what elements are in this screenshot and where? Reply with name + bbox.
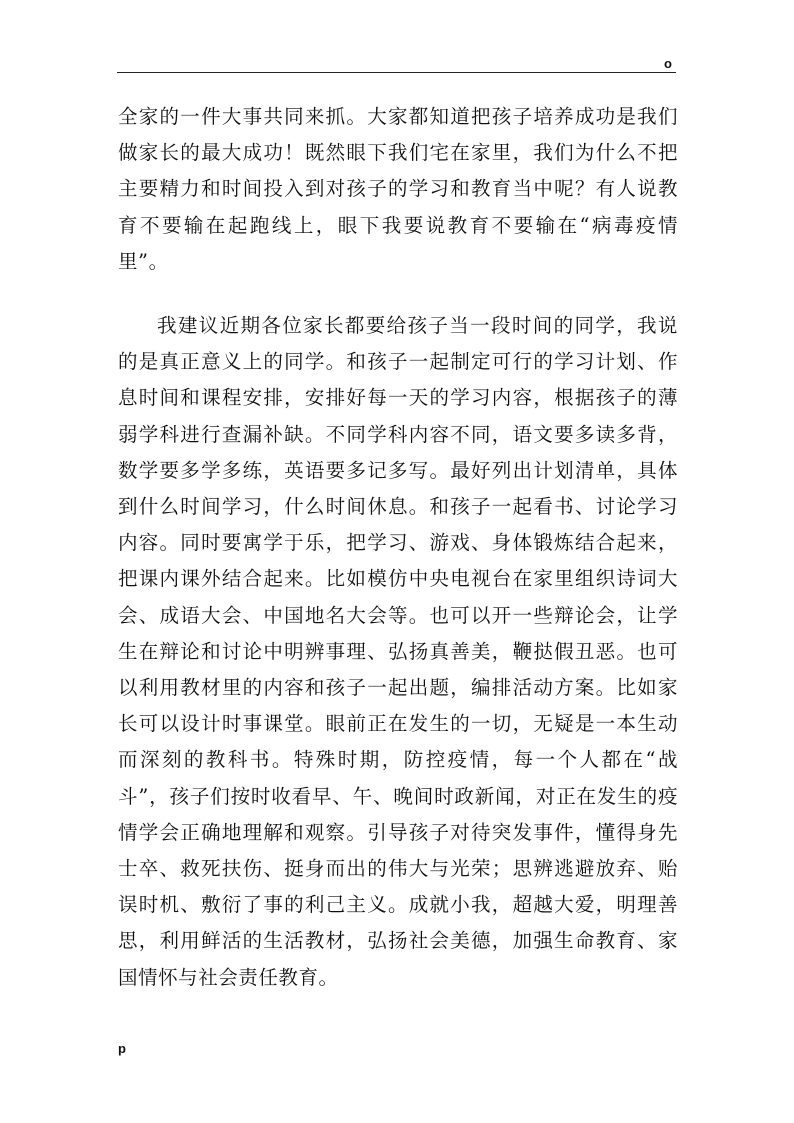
document-body: [118, 99, 678, 996]
paragraph-2: 我建议近期各位家长都要给孩子当一段时间的同学，我说的是真正意义上的同学。和孩子一起制定可行的学习计划、作息时间和课程安排，安排好每一天的学习内容，根据孩子的薄弱学科进行查漏补缺。不同学科内容不同，语文要多读多背，数学要多学多练，英语要多记多写。最好列出计划清单，具体到什么时间学习，什么时间休息。和孩子一起看书、讨论学习内容。同时要寓学于乐，把学习、游戏、身体锻炼结合起来，把课内课外结合起来。比如模仿中央电视台在家里组织诗词大会、成语大会、中国地名大会等。也可以开一些辩论会，让学生在辩论和讨论中明辨事理、弘扬真善美，鞭挞假丑恶。也可以利用教材里的内容和孩子一起出题，编排活动方案。比如家长可以设计时事课堂。眼前正在发生的一切，无疑是一本生动而深刻的教科书。特殊时期，防控疫情，每一个人都在“战斗”，孩子们按时收看早、午、晚间时政新闻，对正在发生的疫情学会正确地理解和观察。引导孩子对待突发事件，懂得身先士卒、救死扶伤、挺身而出的伟大与光荣；思辨逃避放弃、贻误时机、敷衍了事的利己主义。成就小我，超越大爱，明理善思，利用鲜活的生活教材，弘扬社会美德，加强生命教育、家国情怀与社会责任教育。: [118, 314, 678, 989]
header-divider: [117, 72, 676, 73]
page-header-mark: o: [664, 56, 672, 71]
paragraph-1: 全家的一件大事共同来抓。大家都知道把孩子培养成功是我们做家长的最大成功！既然眼下我们宅在家里，我们为什么不把主要精力和时间投入到对孩子的学习和教育当中呢？有人说教育不要输在起跑线上，眼下我要说教育不要输在“病毒疫情里”。: [118, 105, 678, 273]
page-footer-mark: p: [118, 1041, 126, 1056]
